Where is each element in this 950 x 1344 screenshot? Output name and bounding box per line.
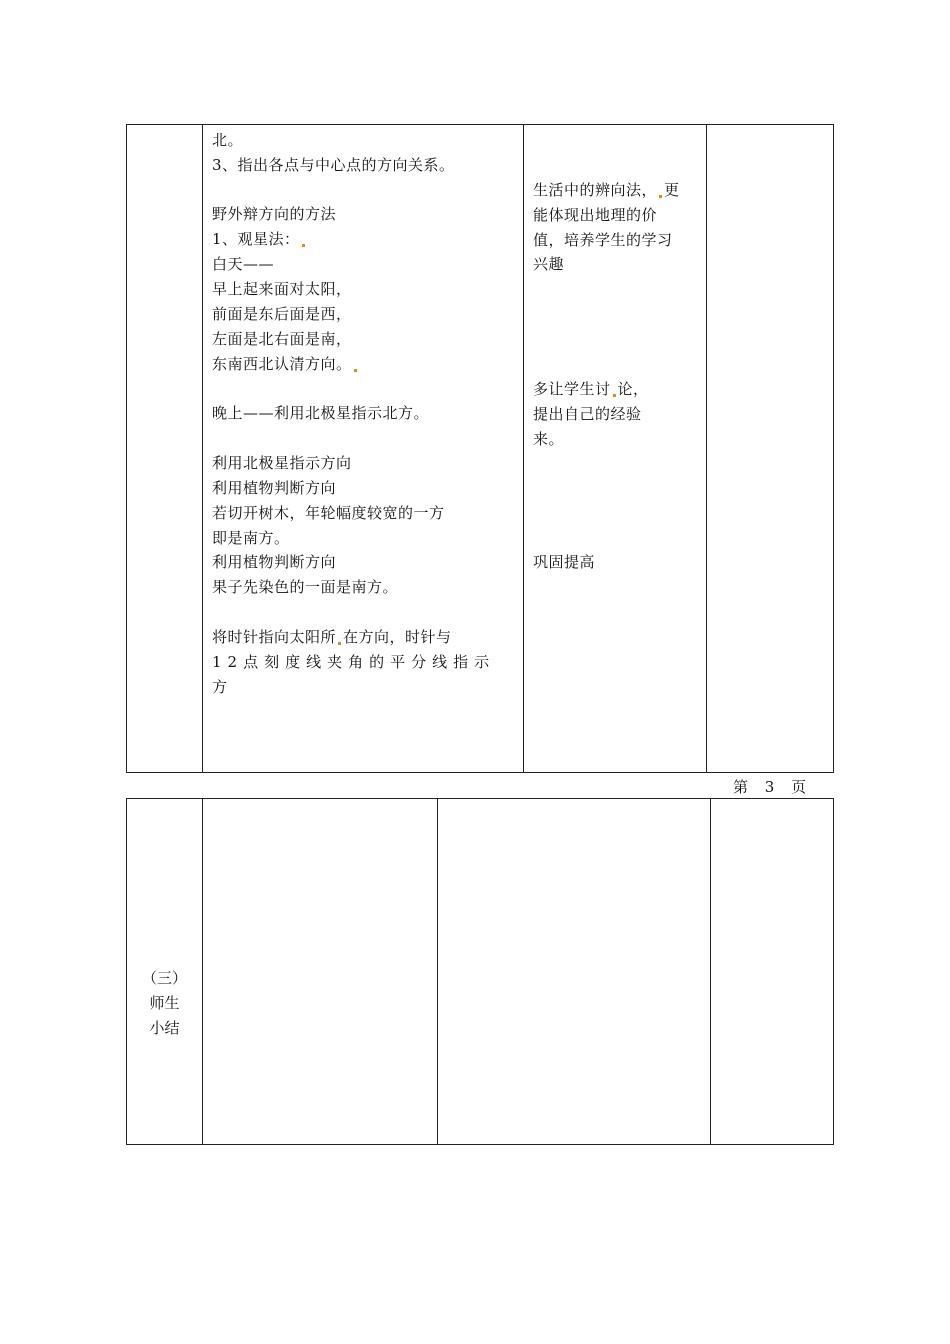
table1-col1 (126, 124, 203, 773)
mark-dot (613, 394, 616, 397)
section-title-line2: 小结 (149, 1019, 180, 1037)
content-line: 方 (212, 678, 228, 696)
table2-col2 (202, 798, 438, 1145)
note-line: 能体现出地理的价 (533, 206, 658, 224)
section-number: （三） (141, 969, 187, 987)
mark-dot (302, 244, 305, 247)
note-text: 多让学生讨 (533, 380, 611, 398)
mark-dot (659, 195, 662, 198)
section-title-line1: 师生 (149, 994, 180, 1012)
content-line: 前面是东后面是西， (212, 305, 352, 323)
note-line: 巩固提高 (533, 553, 596, 571)
content-line: 即是南方。 (212, 529, 290, 547)
note-line (533, 379, 649, 399)
note-text: 论， (617, 380, 649, 398)
content-line: 白天—— (212, 255, 275, 273)
content-line: 北。 (212, 131, 244, 149)
content-line: 早上起来面对太阳， (212, 280, 352, 298)
content-line: 利用植物判断方向 (212, 553, 337, 571)
content-line: 果子先染色的一面是南方。 (212, 578, 399, 596)
content-text: 在方向，时针与 (343, 628, 452, 646)
note-line: 来。 (533, 430, 565, 448)
section-label (127, 966, 202, 1041)
content-line: 若切开树木，年轮幅度较宽的一方 (212, 504, 445, 522)
note-line: 兴趣 (533, 255, 565, 273)
page-number (733, 777, 806, 797)
note-text: 生活中的辨向法， (533, 181, 658, 199)
content-heading: 野外辩方向的方法 (212, 205, 337, 223)
table2-col3 (437, 798, 711, 1145)
page-number-value: 3 (764, 778, 775, 796)
content-line: 3、指出各点与中心点的方向关系。 (212, 156, 455, 174)
content-line: 左面是北右面是南， (212, 330, 352, 348)
page-label-prefix: 第 (733, 778, 749, 796)
content-line (212, 229, 307, 249)
content-line: 利用植物判断方向 (212, 479, 337, 497)
content-line (212, 627, 452, 647)
content-line: 晚上——利用北极星指示北方。 (212, 404, 430, 422)
content-text: 将时针指向太阳所 (212, 628, 337, 646)
mark-dot (354, 369, 357, 372)
note-line (533, 180, 680, 200)
mark-dot (338, 642, 341, 645)
content-line (212, 354, 359, 374)
note-line: 提出自己的经验 (533, 405, 642, 423)
content-text: 1、观星法： (212, 230, 300, 248)
content-line: 利用北极星指示方向 (212, 454, 352, 472)
note-text: 更 (664, 181, 680, 199)
table2-col4 (710, 798, 834, 1145)
table1-col4 (706, 124, 834, 773)
page-label-suffix: 页 (791, 778, 807, 796)
content-line: 12点刻度线夹角的平分线指示 (212, 653, 496, 671)
note-line: 值，培养学生的学习 (533, 231, 673, 249)
content-text: 东南西北认清方向。 (212, 355, 352, 373)
